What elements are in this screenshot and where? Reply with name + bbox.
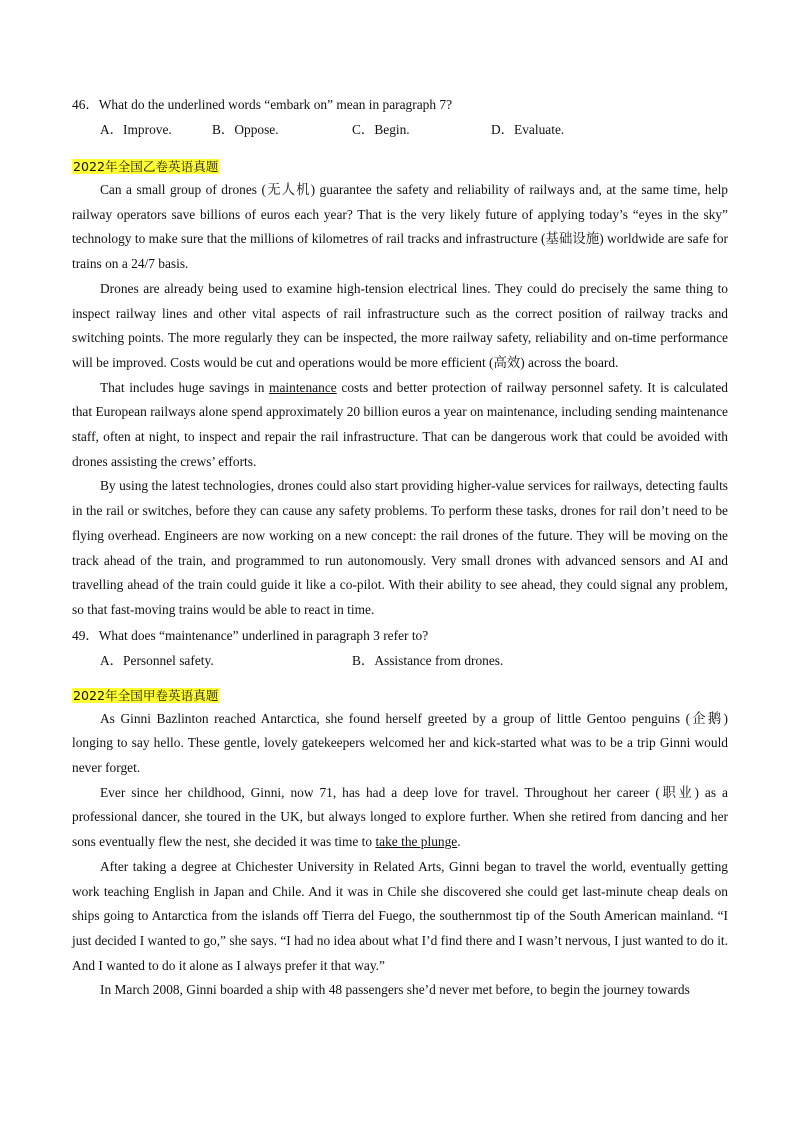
document-page	[72, 92, 728, 1003]
passage-paragraph: After taking a degree at Chichester University in Related Arts, Ginni began to travel the world, eventually getting work teaching English in Japan and Chile. And it was in Chile she discovered she could get last-minute cheap deals on ships going to Antarctica from the islands off Tierra del Fuego, the southernmost tip of the South American mainland. “I just decided I wanted to go,” she says. “I had no idea about what I’d find there and I wasn’t nervous, I just wanted to do it. And I wanted to do it alone as I always prefer it that way.”	[72, 858, 728, 973]
underlined-word: maintenance	[269, 379, 337, 395]
option-d: D．Evaluate.	[491, 122, 565, 137]
highlighted-heading: 2022年全国甲卷英语真题	[73, 687, 219, 703]
paragraph-text: Ever since her childhood, Ginni, now 71, has had a deep love for travel. Throughout her career (职业) as a professional dancer, she toured in the UK, but always longed to explore further. When she retired from dancing and her sons eventually flew the nest, she decided it was time to	[72, 784, 728, 850]
paragraph-text: That includes huge savings in	[100, 379, 270, 395]
underlined-phrase: take the plunge	[375, 834, 458, 850]
option-a: A．Personnel safety.	[100, 652, 214, 668]
passage-paragraph	[72, 781, 728, 855]
question-49-options	[72, 648, 728, 673]
paragraph-text: costs and better protection of railway personnel safety. It is calculated that European railways alone spend approximately 20 billion euros a year on maintenance, including sending maintenance staff, often at night, to inspect and repair the rail infrastructure. That can be dangerous work that could be avoided with drones assisting the crews’ efforts.	[72, 379, 728, 469]
question-49: 49．What does “maintenance” underlined in paragraph 3 refer to?	[72, 627, 429, 643]
highlighted-heading: 2022年全国乙卷英语真题	[73, 159, 219, 174]
paragraph-text: .	[457, 834, 461, 850]
passage-paragraph: By using the latest technologies, drones could also start providing higher-value services for railways, detecting faults in the rail or switches, before they can cause any safety problems. To perform these tasks, drones for rail don’t need to be flying overhead. Engineers are now working on a new concept: the rail drones of the future. They will be moving on the track ahead of the train, and programmed to run autonomously. Very small drones with advanced sensors and AI and travelling ahead of the train could guide it like a co-pilot. With their ability to see ahead, they could signal any problem, so that fast-moving trains would be able to react in time.	[72, 478, 728, 617]
passage-paragraph: As Ginni Bazlinton reached Antarctica, she found herself greeted by a group of little Gentoo penguins (企鹅) longing to say hello. These gentle, lovely gatekeepers welcomed her and kick-started what was to be a trip Ginni would never forget.	[72, 710, 728, 776]
question-46: 46．What do the underlined words “embark on” mean in paragraph 7?	[72, 97, 453, 112]
section-heading-jia	[72, 685, 728, 707]
passage-paragraph: Drones are already being used to examine high-tension electrical lines. They could do precisely the same thing to inspect railway lines and other vital aspects of rail infrastructure such as the correct position of railway tracks and switching points. The more regularly they can be inspected, the more railway safety, reliability and on-time performance will be improved. Costs would be cut and operations would be more efficient (高效) across the board.	[72, 280, 728, 370]
passage-paragraph	[72, 376, 728, 475]
option-b: B．Assistance from drones.	[352, 652, 504, 668]
passage-paragraph: In March 2008, Ginni boarded a ship with 48 passengers she’d never met before, to begin the journey towards	[100, 982, 690, 998]
option-c: C．Begin.	[352, 122, 410, 137]
option-a: A．Improve.	[100, 122, 172, 137]
option-b: B．Oppose.	[212, 122, 279, 137]
passage-paragraph: Can a small group of drones (无人机) guarantee the safety and reliability of railways and, at the same time, help railway operators save billions of euros each year? That is the very likely future of applying today’s “eyes in the sky” technology to make sure that the millions of kilometres of rail tracks and infrastructure (基础设施) worldwide are safe for trains on a 24/7 basis.	[72, 182, 728, 272]
question-46-options	[72, 117, 728, 142]
section-heading-yi	[72, 156, 728, 178]
